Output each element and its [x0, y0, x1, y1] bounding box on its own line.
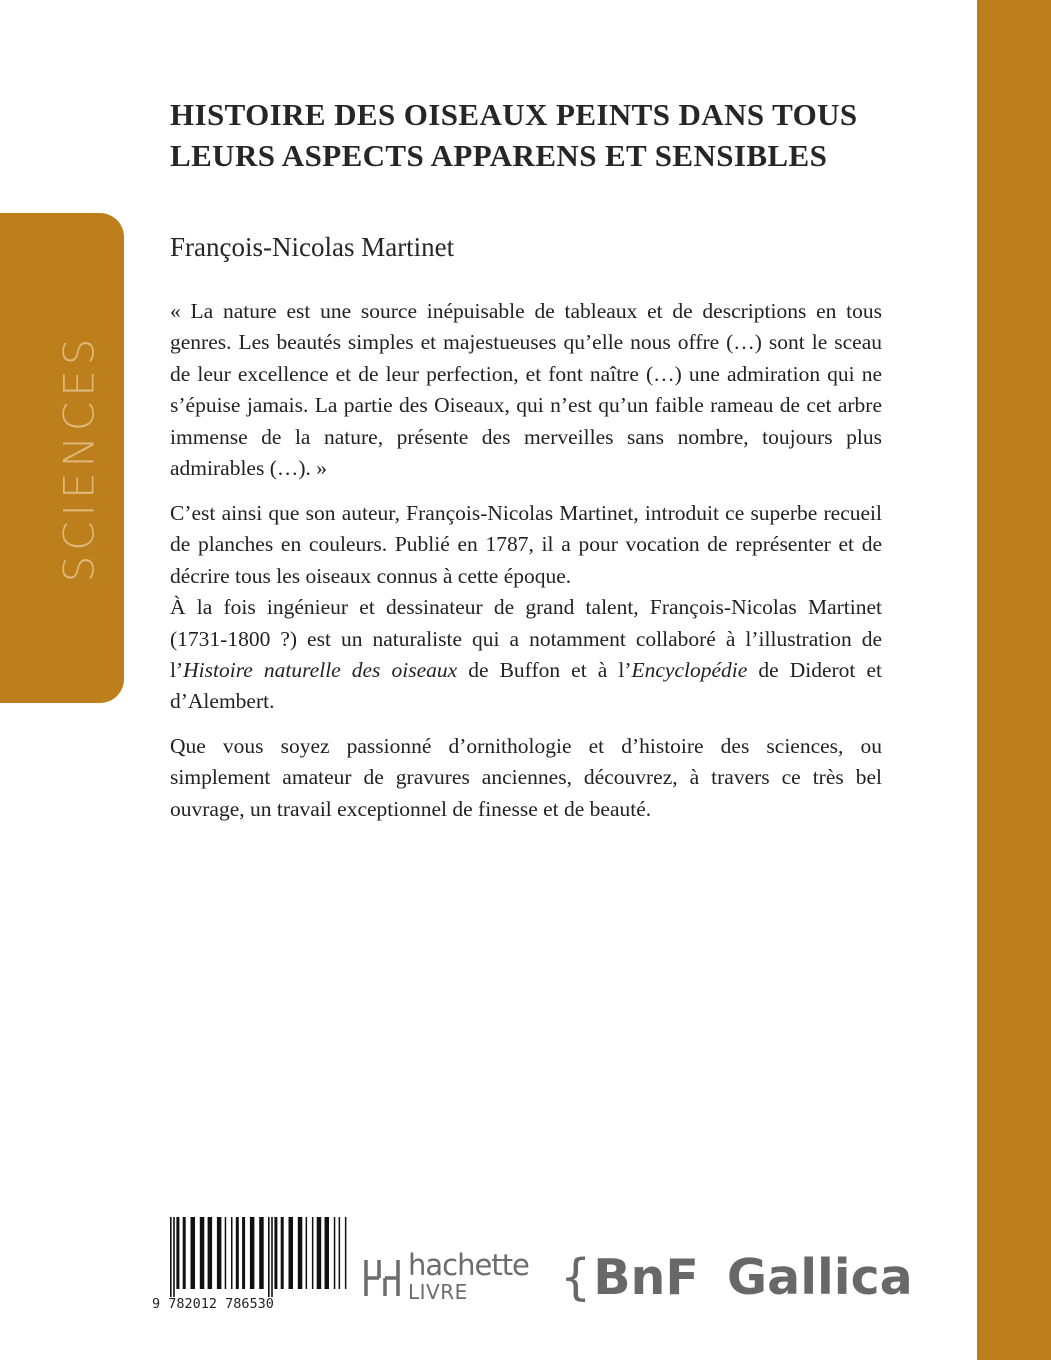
barcode-bar — [231, 1217, 233, 1289]
blurb-closing — [170, 731, 882, 825]
barcode-bar — [281, 1217, 284, 1289]
barcode-bar — [325, 1217, 330, 1289]
barcode-bar — [191, 1217, 196, 1289]
book-author: François-Nicolas Martinet — [170, 232, 455, 262]
barcode-bar — [259, 1217, 264, 1289]
isbn-digits: 9 782012 786530 — [152, 1296, 274, 1311]
category-label: SCIENCES — [54, 333, 104, 583]
barcode-bars — [170, 1217, 350, 1297]
hachette-name: hachette — [408, 1248, 529, 1282]
barcode-bar — [274, 1217, 277, 1289]
barcode-bar — [250, 1217, 255, 1289]
barcode-bar — [208, 1217, 213, 1289]
closing-paragraph: Que vous soyez passionné d’ornithologie et d’histoire des sciences, ou simplement amateur de gravures anciennes, découvrez, à travers ce très bel ouvrage, un travail exceptionnel de finesse et de beauté. — [170, 734, 882, 821]
work-title-histoire: Histoire naturelle des oiseaux — [183, 658, 458, 683]
intro-text-a: À la fois ingénieur et dessinateur de grand talent, François-Nicolas Martinet (1731-1800 ?) est un naturaliste qui a notamment collaboré à l’illustration de l’ — [170, 595, 882, 683]
barcode-bar — [306, 1217, 308, 1289]
barcode-bar — [339, 1217, 341, 1289]
bnf-gallica-logo — [560, 1248, 913, 1308]
bnf-label: BnF — [593, 1249, 699, 1306]
book-title: HISTOIRE DES OISEAUX PEINTS DANS TOUS LEURS ASPECTS APPARENS ET SENSIBLES — [170, 97, 858, 173]
barcode-bar — [173, 1217, 175, 1297]
bnf-brace-icon: { — [560, 1249, 592, 1306]
barcode-bar — [170, 1217, 172, 1297]
barcode-bar — [236, 1217, 239, 1289]
barcode-bar — [200, 1217, 205, 1289]
barcode-bar — [334, 1217, 336, 1289]
intro-text-c: de Diderot et d’Alembert. — [170, 658, 882, 714]
barcode-bar — [242, 1217, 245, 1289]
barcode-bar — [317, 1217, 322, 1289]
barcode-bar — [312, 1217, 314, 1289]
quote-paragraph: « La nature est une source inépuisable de tableaux et de descriptions en tous genres. Les beautés simples et majestueuses qu’elle nous offre (…) sont le sceau de leur excellence et de leur perfection, et font naître (…) une admiration qui ne s’épuise jamais. La partie des Oiseaux, qui n’est qu’un faible rameau de cet arbre immense de la nature, présente des merveilles sans nombre, toujours plus admirables (…). » — [170, 299, 882, 481]
blurb-intro — [170, 498, 882, 718]
barcode-bar — [298, 1217, 303, 1289]
barcode-bar — [225, 1217, 227, 1289]
hachette-sub: LIVRE — [408, 1280, 468, 1304]
intro-paragraph-1: C’est ainsi que son auteur, François-Nicolas Martinet, introduit ce superbe recueil de planches en couleurs. Publié en 1787, il a pour vocation de représenter et de décrire tous les oiseaux connus à cette époque. — [170, 501, 882, 588]
barcode-bar — [271, 1217, 273, 1297]
intro-paragraph-2 — [170, 592, 882, 718]
barcode-bar — [289, 1217, 294, 1289]
barcode-bar — [183, 1217, 186, 1289]
isbn-barcode — [150, 1215, 350, 1311]
barcode-bar — [268, 1217, 270, 1297]
work-title-encyclopedie: Encyclopédie — [631, 658, 748, 683]
right-color-band — [977, 0, 1051, 1360]
intro-text-b: de Buffon et à l’ — [457, 658, 632, 683]
gallica-label: Gallica — [726, 1249, 913, 1306]
barcode-bar — [176, 1217, 179, 1289]
hachette-h-icon — [363, 1258, 401, 1298]
barcode-bar — [345, 1217, 347, 1289]
barcode-bar — [217, 1217, 222, 1289]
blurb-quote — [170, 296, 882, 484]
